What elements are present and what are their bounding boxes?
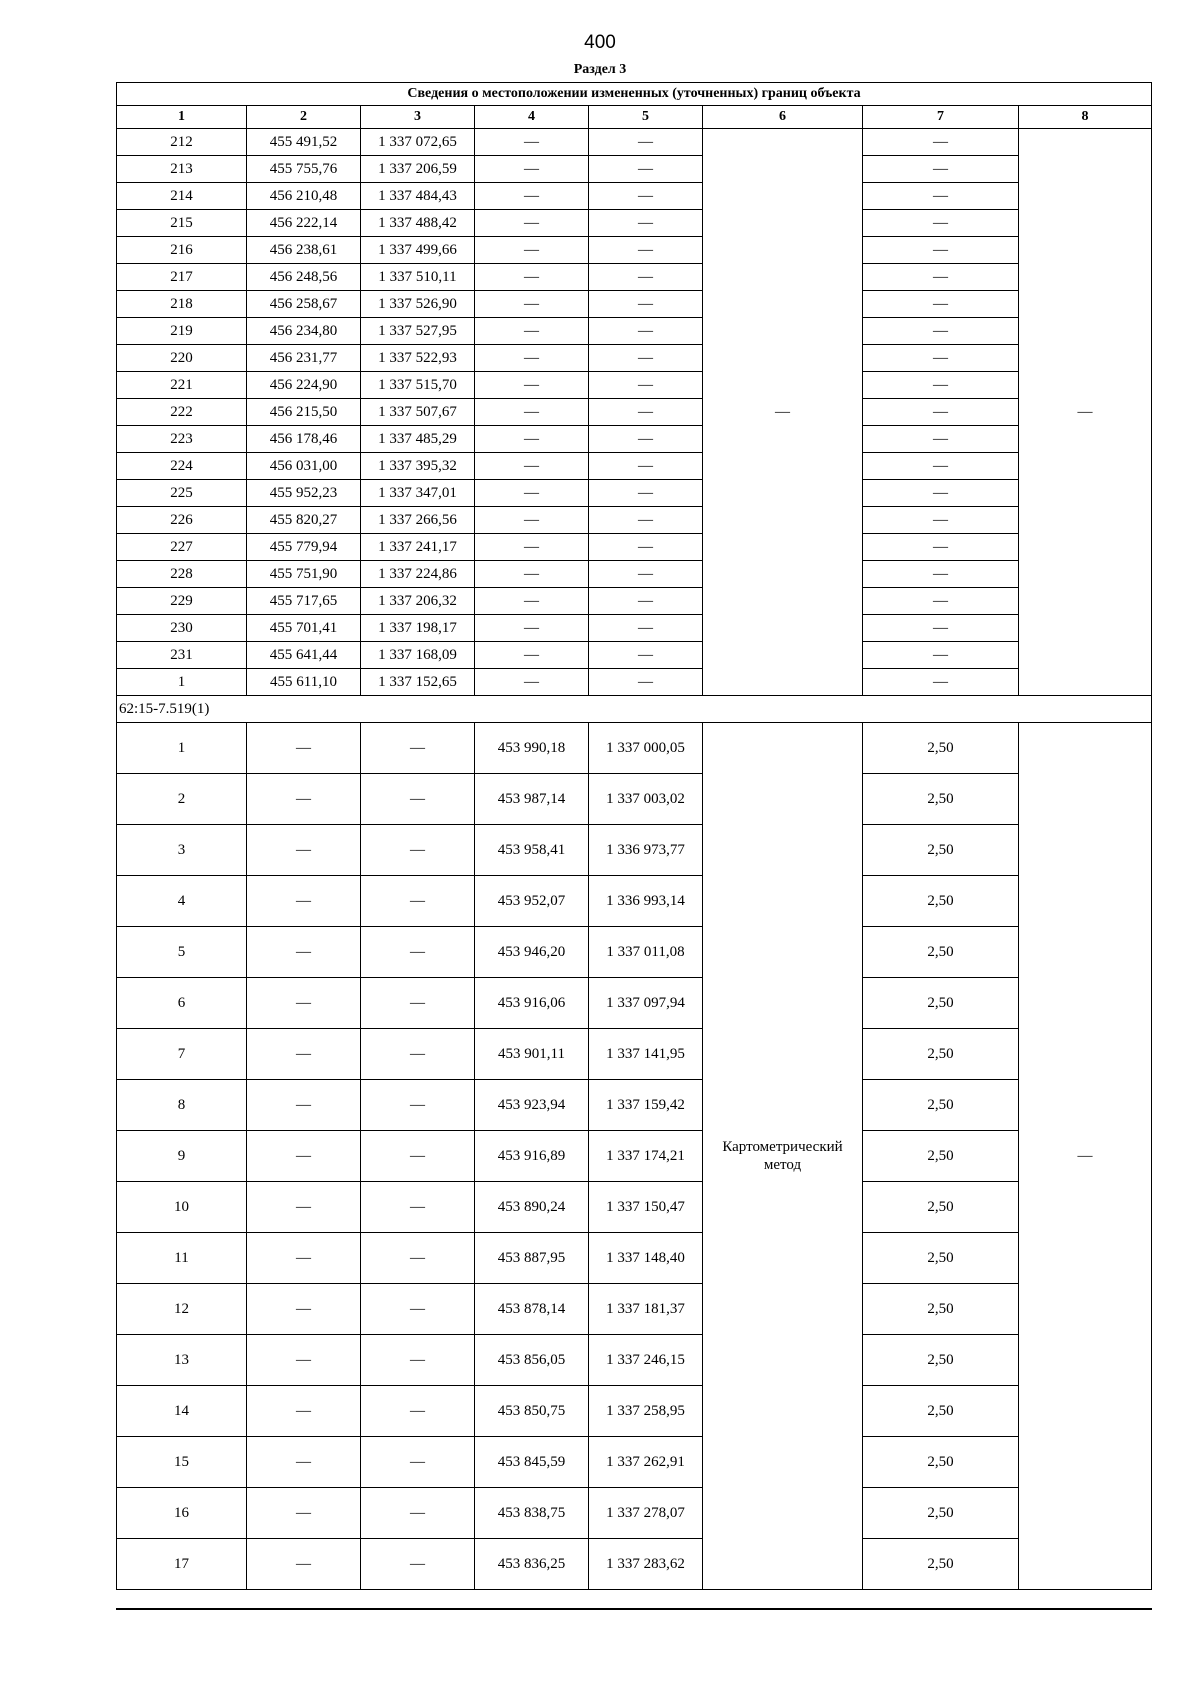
table-cell: 453 901,11 xyxy=(475,1029,589,1080)
table-cell: 2,50 xyxy=(863,1539,1019,1590)
table-cell: 12 xyxy=(117,1284,247,1335)
table-cell: 1 337 283,62 xyxy=(589,1539,703,1590)
table-cell: 2,50 xyxy=(863,1284,1019,1335)
table-cell: — xyxy=(475,183,589,210)
table-cell: 455 755,76 xyxy=(247,156,361,183)
table-cell: — xyxy=(589,345,703,372)
table-cell: — xyxy=(475,615,589,642)
table-cell: 223 xyxy=(117,426,247,453)
table-cell: 4 xyxy=(117,876,247,927)
header-row xyxy=(117,106,1152,129)
table-cell: — xyxy=(475,237,589,264)
table-row xyxy=(117,453,1152,480)
table-cell: — xyxy=(863,156,1019,183)
table-cell: — xyxy=(475,399,589,426)
table-cell: 453 916,06 xyxy=(475,978,589,1029)
table-cell: 214 xyxy=(117,183,247,210)
table-cell: 453 890,24 xyxy=(475,1182,589,1233)
table-cell: — xyxy=(863,345,1019,372)
table-cell: — xyxy=(475,291,589,318)
table-cell: 1 337 072,65 xyxy=(361,129,475,156)
table-cell: — xyxy=(247,1080,361,1131)
table-cell: — xyxy=(863,264,1019,291)
note-cell: — xyxy=(1019,723,1152,1590)
table-cell: 221 xyxy=(117,372,247,399)
table-cell: 1 337 527,95 xyxy=(361,318,475,345)
table-cell: 1 337 011,08 xyxy=(589,927,703,978)
table-cell: — xyxy=(589,237,703,264)
table-cell: 212 xyxy=(117,129,247,156)
table-cell: 6 xyxy=(117,978,247,1029)
table-cell: — xyxy=(475,129,589,156)
column-header: 4 xyxy=(475,106,589,129)
table-cell: 453 845,59 xyxy=(475,1437,589,1488)
table-row xyxy=(117,927,1152,978)
table-cell: 453 887,95 xyxy=(475,1233,589,1284)
table-cell: 1 337 224,86 xyxy=(361,561,475,588)
table-cell: — xyxy=(589,129,703,156)
table-cell: — xyxy=(361,774,475,825)
table-cell: 10 xyxy=(117,1182,247,1233)
table-cell: 453 836,25 xyxy=(475,1539,589,1590)
table-cell: — xyxy=(863,588,1019,615)
table-cell: 453 990,18 xyxy=(475,723,589,774)
table-cell: 2,50 xyxy=(863,1080,1019,1131)
table-cell: 1 337 266,56 xyxy=(361,507,475,534)
table-row xyxy=(117,129,1152,156)
table-cell: — xyxy=(361,927,475,978)
column-header: 3 xyxy=(361,106,475,129)
table-cell: 1 336 973,77 xyxy=(589,825,703,876)
table-row xyxy=(117,774,1152,825)
table-cell: 1 337 097,94 xyxy=(589,978,703,1029)
table-row xyxy=(117,1488,1152,1539)
table-cell: — xyxy=(361,1080,475,1131)
table-cell: — xyxy=(475,156,589,183)
table-cell: 215 xyxy=(117,210,247,237)
table-cell: 453 958,41 xyxy=(475,825,589,876)
table-cell: 16 xyxy=(117,1488,247,1539)
table-cell: — xyxy=(589,480,703,507)
table-cell: — xyxy=(247,1182,361,1233)
table-row xyxy=(117,1080,1152,1131)
table-cell: 2,50 xyxy=(863,1029,1019,1080)
table-cell: 455 491,52 xyxy=(247,129,361,156)
table-cell: — xyxy=(475,426,589,453)
table-row xyxy=(117,426,1152,453)
table-cell: 456 222,14 xyxy=(247,210,361,237)
table-cell: 2,50 xyxy=(863,927,1019,978)
table-row xyxy=(117,1437,1152,1488)
table-row xyxy=(117,291,1152,318)
table-cell: 1 xyxy=(117,669,247,696)
table-cell: 455 701,41 xyxy=(247,615,361,642)
table-cell: 1 337 507,67 xyxy=(361,399,475,426)
group-label: 62:15-7.519(1) xyxy=(117,696,1152,723)
table-cell: 231 xyxy=(117,642,247,669)
table-cell: — xyxy=(589,642,703,669)
table-cell: 456 234,80 xyxy=(247,318,361,345)
table-cell: 1 337 141,95 xyxy=(589,1029,703,1080)
table-cell: 1 337 198,17 xyxy=(361,615,475,642)
table-cell: — xyxy=(361,978,475,1029)
table-cell: 216 xyxy=(117,237,247,264)
table-cell: — xyxy=(863,372,1019,399)
table-cell: 2 xyxy=(117,774,247,825)
table-cell: 2,50 xyxy=(863,774,1019,825)
column-header: 5 xyxy=(589,106,703,129)
table-row xyxy=(117,372,1152,399)
table-cell: — xyxy=(361,1284,475,1335)
table-row xyxy=(117,264,1152,291)
table-row xyxy=(117,345,1152,372)
table-cell: 2,50 xyxy=(863,876,1019,927)
table-cell: 1 337 485,29 xyxy=(361,426,475,453)
table-cell: — xyxy=(863,129,1019,156)
table-cell: 222 xyxy=(117,399,247,426)
table-cell: 1 337 206,59 xyxy=(361,156,475,183)
table-cell: 1 337 152,65 xyxy=(361,669,475,696)
table-cell: 226 xyxy=(117,507,247,534)
table-cell: 455 751,90 xyxy=(247,561,361,588)
table-cell: 456 258,67 xyxy=(247,291,361,318)
table-cell: — xyxy=(361,1131,475,1182)
table-cell: — xyxy=(247,876,361,927)
table-row xyxy=(117,642,1152,669)
table-cell: — xyxy=(589,399,703,426)
table-cell: 453 952,07 xyxy=(475,876,589,927)
table-cell: — xyxy=(475,534,589,561)
table-cell: 17 xyxy=(117,1539,247,1590)
table-cell: — xyxy=(589,291,703,318)
table-cell: 455 717,65 xyxy=(247,588,361,615)
table-cell: — xyxy=(247,1131,361,1182)
table-cell: 456 248,56 xyxy=(247,264,361,291)
table-row xyxy=(117,1386,1152,1437)
table-cell: — xyxy=(475,507,589,534)
table-cell: — xyxy=(863,399,1019,426)
table-cell: — xyxy=(247,927,361,978)
table-cell: — xyxy=(247,1335,361,1386)
table-row xyxy=(117,978,1152,1029)
table-cell: 455 611,10 xyxy=(247,669,361,696)
table-cell: — xyxy=(863,669,1019,696)
table-cell: — xyxy=(863,318,1019,345)
table-cell: — xyxy=(361,1539,475,1590)
table-cell: 229 xyxy=(117,588,247,615)
table-cell: — xyxy=(361,1335,475,1386)
table-row xyxy=(117,1335,1152,1386)
table-cell: — xyxy=(863,453,1019,480)
table-cell: 1 337 499,66 xyxy=(361,237,475,264)
table-cell: 1 337 395,32 xyxy=(361,453,475,480)
table-cell: — xyxy=(589,372,703,399)
table-cell: — xyxy=(589,318,703,345)
table-row xyxy=(117,1284,1152,1335)
table-cell: 2,50 xyxy=(863,825,1019,876)
table-cell: 228 xyxy=(117,561,247,588)
table-cell: — xyxy=(247,1437,361,1488)
table-cell: 1 337 168,09 xyxy=(361,642,475,669)
table-cell: — xyxy=(247,1233,361,1284)
table-cell: — xyxy=(863,507,1019,534)
table-cell: 455 779,94 xyxy=(247,534,361,561)
table-row xyxy=(117,507,1152,534)
table-cell: 453 850,75 xyxy=(475,1386,589,1437)
table-cell: 14 xyxy=(117,1386,247,1437)
table-cell: 1 337 246,15 xyxy=(589,1335,703,1386)
table-cell: — xyxy=(475,210,589,237)
table-cell: — xyxy=(589,507,703,534)
table-cell: 2,50 xyxy=(863,1437,1019,1488)
table-cell: — xyxy=(863,615,1019,642)
table-cell: 1 337 174,21 xyxy=(589,1131,703,1182)
table-cell: — xyxy=(361,1437,475,1488)
table-row xyxy=(117,480,1152,507)
table-cell: — xyxy=(475,561,589,588)
table-row xyxy=(117,156,1152,183)
table-cell: 8 xyxy=(117,1080,247,1131)
column-header: 7 xyxy=(863,106,1019,129)
table-row xyxy=(117,561,1152,588)
table-cell: 1 337 262,91 xyxy=(589,1437,703,1488)
table-row xyxy=(117,399,1152,426)
table-cell: — xyxy=(863,561,1019,588)
table-cell: 1 337 515,70 xyxy=(361,372,475,399)
table-row xyxy=(117,723,1152,774)
table-cell: 456 178,46 xyxy=(247,426,361,453)
table-cell: — xyxy=(247,1488,361,1539)
table-row xyxy=(117,588,1152,615)
table-row xyxy=(117,876,1152,927)
table-row xyxy=(117,825,1152,876)
table-row xyxy=(117,183,1152,210)
table-title: Сведения о местоположении измененных (уточненных) границ объекта xyxy=(117,83,1152,106)
column-header: 2 xyxy=(247,106,361,129)
table-cell: — xyxy=(589,588,703,615)
table-cell: — xyxy=(589,264,703,291)
table-cell: 453 878,14 xyxy=(475,1284,589,1335)
table-cell: 455 820,27 xyxy=(247,507,361,534)
column-header: 6 xyxy=(703,106,863,129)
table-cell: — xyxy=(247,1284,361,1335)
table-cell: 1 337 003,02 xyxy=(589,774,703,825)
table-cell: — xyxy=(863,426,1019,453)
table-cell: 1 337 148,40 xyxy=(589,1233,703,1284)
table-cell: 456 224,90 xyxy=(247,372,361,399)
table-cell: — xyxy=(589,183,703,210)
section-title: Раздел 3 xyxy=(573,62,627,77)
table-cell: 224 xyxy=(117,453,247,480)
table-cell: — xyxy=(589,615,703,642)
table-cell: — xyxy=(589,561,703,588)
table-cell: 1 337 241,17 xyxy=(361,534,475,561)
table-cell: — xyxy=(589,210,703,237)
table-row xyxy=(117,237,1152,264)
page-number: 400 xyxy=(584,32,616,53)
table-cell: 217 xyxy=(117,264,247,291)
table-cell: — xyxy=(863,642,1019,669)
table-cell: — xyxy=(863,534,1019,561)
note-cell: — xyxy=(1019,129,1152,696)
table-cell: — xyxy=(361,1488,475,1539)
table-cell: — xyxy=(475,453,589,480)
bottom-rule xyxy=(116,1608,1152,1610)
table-cell: — xyxy=(361,1029,475,1080)
table-cell: 453 946,20 xyxy=(475,927,589,978)
table-cell: 219 xyxy=(117,318,247,345)
table-row xyxy=(117,210,1152,237)
table-row xyxy=(117,1233,1152,1284)
table-cell: 1 337 159,42 xyxy=(589,1080,703,1131)
table-cell: — xyxy=(361,1233,475,1284)
table-cell: 1 337 488,42 xyxy=(361,210,475,237)
table-cell: 9 xyxy=(117,1131,247,1182)
table-cell: 456 238,61 xyxy=(247,237,361,264)
table-cell: — xyxy=(863,291,1019,318)
table-row xyxy=(117,1539,1152,1590)
table-cell: 2,50 xyxy=(863,1233,1019,1284)
table-cell: 453 916,89 xyxy=(475,1131,589,1182)
table-cell: — xyxy=(475,588,589,615)
table-cell: — xyxy=(475,345,589,372)
table-cell: — xyxy=(863,237,1019,264)
method-cell: Картометрический метод xyxy=(703,723,863,1590)
table-cell: 456 215,50 xyxy=(247,399,361,426)
table-cell: 2,50 xyxy=(863,1182,1019,1233)
table-cell: 1 337 258,95 xyxy=(589,1386,703,1437)
table-cell: — xyxy=(589,156,703,183)
table-cell: 7 xyxy=(117,1029,247,1080)
table-cell: — xyxy=(863,210,1019,237)
table-row xyxy=(117,1182,1152,1233)
table-cell: 456 031,00 xyxy=(247,453,361,480)
table-cell: 455 952,23 xyxy=(247,480,361,507)
table-cell: 5 xyxy=(117,927,247,978)
table-row xyxy=(117,1131,1152,1182)
table-cell: 11 xyxy=(117,1233,247,1284)
table-cell: — xyxy=(863,183,1019,210)
table-cell: 2,50 xyxy=(863,1386,1019,1437)
table-cell: 1 337 510,11 xyxy=(361,264,475,291)
table-cell: 1 337 347,01 xyxy=(361,480,475,507)
table-cell: 453 856,05 xyxy=(475,1335,589,1386)
boundary-coordinates-table xyxy=(116,82,1152,1590)
group-row xyxy=(117,696,1152,723)
table-cell: 1 337 526,90 xyxy=(361,291,475,318)
table-row xyxy=(117,1029,1152,1080)
table-cell: 456 210,48 xyxy=(247,183,361,210)
table-cell: 1 337 150,47 xyxy=(589,1182,703,1233)
table-cell: 1 336 993,14 xyxy=(589,876,703,927)
table-cell: 13 xyxy=(117,1335,247,1386)
table-cell: 453 987,14 xyxy=(475,774,589,825)
table-cell: 455 641,44 xyxy=(247,642,361,669)
table-cell: 453 923,94 xyxy=(475,1080,589,1131)
table-cell: — xyxy=(361,723,475,774)
table-cell: — xyxy=(475,372,589,399)
table-cell: — xyxy=(361,1386,475,1437)
table-cell: 1 337 522,93 xyxy=(361,345,475,372)
table-cell: — xyxy=(475,318,589,345)
table-cell: 227 xyxy=(117,534,247,561)
table-cell: — xyxy=(361,825,475,876)
table-cell: 1 337 484,43 xyxy=(361,183,475,210)
table-cell: — xyxy=(863,480,1019,507)
table-cell: 225 xyxy=(117,480,247,507)
table-cell: 1 337 000,05 xyxy=(589,723,703,774)
column-header: 8 xyxy=(1019,106,1152,129)
table-cell: — xyxy=(475,669,589,696)
table-cell: 1 337 206,32 xyxy=(361,588,475,615)
table-row xyxy=(117,318,1152,345)
table-cell: — xyxy=(247,1029,361,1080)
table-cell: — xyxy=(589,669,703,696)
table-cell: 218 xyxy=(117,291,247,318)
column-header: 1 xyxy=(117,106,247,129)
table-cell: 2,50 xyxy=(863,723,1019,774)
table-cell: — xyxy=(589,534,703,561)
table-cell: — xyxy=(361,876,475,927)
table-cell: 2,50 xyxy=(863,978,1019,1029)
table-row xyxy=(117,669,1152,696)
table-cell: — xyxy=(247,774,361,825)
table-cell: 456 231,77 xyxy=(247,345,361,372)
table-cell: — xyxy=(361,1182,475,1233)
method-cell: — xyxy=(703,129,863,696)
table-cell: 3 xyxy=(117,825,247,876)
table-cell: 2,50 xyxy=(863,1335,1019,1386)
table-cell: — xyxy=(475,480,589,507)
table-cell: 213 xyxy=(117,156,247,183)
table-row xyxy=(117,615,1152,642)
table-cell: — xyxy=(247,723,361,774)
table-cell: 230 xyxy=(117,615,247,642)
table-cell: 220 xyxy=(117,345,247,372)
table-cell: — xyxy=(475,642,589,669)
table-cell: — xyxy=(247,1386,361,1437)
table-cell: 453 838,75 xyxy=(475,1488,589,1539)
table-cell: — xyxy=(589,453,703,480)
table-cell: — xyxy=(475,264,589,291)
table-cell: — xyxy=(247,1539,361,1590)
table-cell: 2,50 xyxy=(863,1131,1019,1182)
table-cell: 1 337 181,37 xyxy=(589,1284,703,1335)
table-cell: — xyxy=(247,978,361,1029)
table-cell: 15 xyxy=(117,1437,247,1488)
table-cell: 1 xyxy=(117,723,247,774)
table-cell: — xyxy=(589,426,703,453)
table-cell: 2,50 xyxy=(863,1488,1019,1539)
table-row xyxy=(117,534,1152,561)
table-cell: 1 337 278,07 xyxy=(589,1488,703,1539)
table-cell: — xyxy=(247,825,361,876)
